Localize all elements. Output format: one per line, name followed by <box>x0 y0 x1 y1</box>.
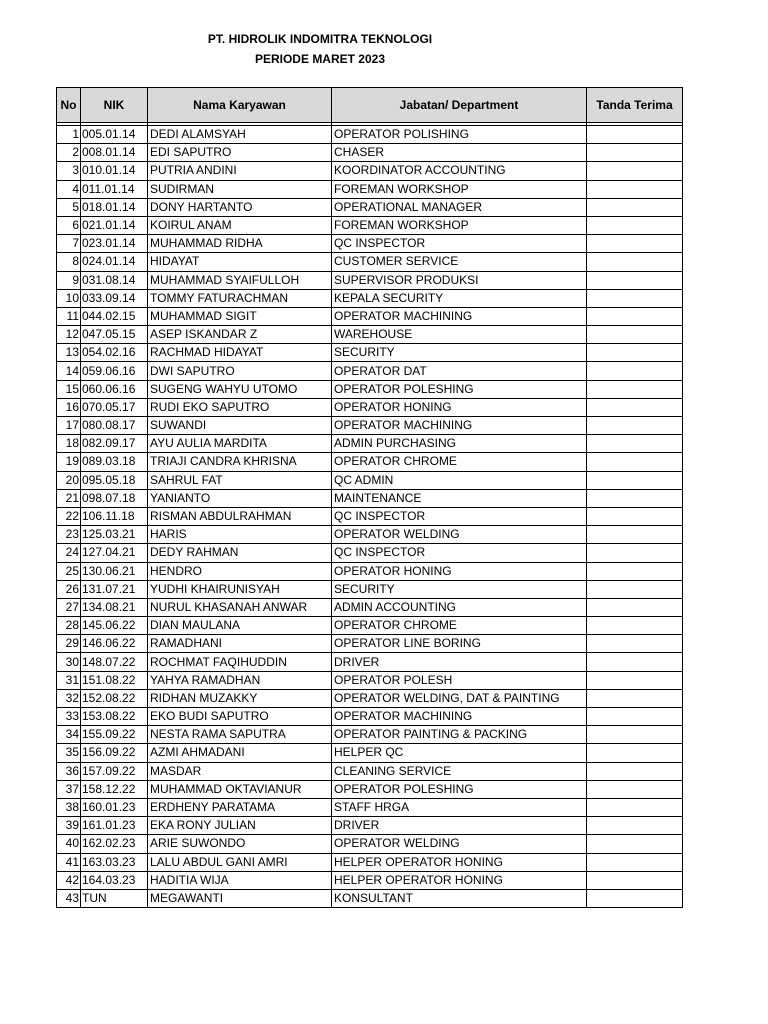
cell-name: SUWANDI <box>148 417 332 435</box>
cell-name: LALU ABDUL GANI AMRI <box>148 853 332 871</box>
cell-no: 26 <box>57 580 81 598</box>
cell-sign <box>587 762 683 780</box>
cell-sign <box>587 235 683 253</box>
table-row <box>57 653 683 671</box>
header-nik: NIK <box>81 88 148 123</box>
cell-nik: 059.06.16 <box>81 362 148 380</box>
cell-nik: 089.03.18 <box>81 453 148 471</box>
cell-nik: 160.01.23 <box>81 798 148 816</box>
cell-name: HARIS <box>148 526 332 544</box>
cell-job: HELPER QC <box>332 744 587 762</box>
cell-no: 21 <box>57 489 81 507</box>
cell-name: MASDAR <box>148 762 332 780</box>
table-row <box>57 198 683 216</box>
cell-sign <box>587 544 683 562</box>
cell-name: ASEP ISKANDAR Z <box>148 326 332 344</box>
cell-job: DRIVER <box>332 653 587 671</box>
cell-no: 29 <box>57 635 81 653</box>
cell-sign <box>587 289 683 307</box>
cell-no: 14 <box>57 362 81 380</box>
cell-name: AZMI AHMADANI <box>148 744 332 762</box>
table-row <box>57 417 683 435</box>
cell-nik: 157.09.22 <box>81 762 148 780</box>
table-row <box>57 435 683 453</box>
period-title: PERIODE MARET 2023 <box>254 52 386 66</box>
cell-name: PUTRIA ANDINI <box>148 162 332 180</box>
cell-sign <box>587 307 683 325</box>
cell-sign <box>587 653 683 671</box>
table-row <box>57 271 683 289</box>
cell-nik: 162.02.23 <box>81 835 148 853</box>
cell-no: 28 <box>57 617 81 635</box>
cell-name: MUHAMMAD OKTAVIANUR <box>148 780 332 798</box>
cell-nik: 158.12.22 <box>81 780 148 798</box>
cell-sign <box>587 126 683 144</box>
cell-nik: 163.03.23 <box>81 853 148 871</box>
table-header-row <box>57 88 683 123</box>
cell-job: KOORDINATOR ACCOUNTING <box>332 162 587 180</box>
table-row <box>57 762 683 780</box>
cell-sign <box>587 398 683 416</box>
cell-no: 34 <box>57 726 81 744</box>
cell-no: 16 <box>57 398 81 416</box>
cell-job: QC INSPECTOR <box>332 544 587 562</box>
cell-job: OPERATOR DAT <box>332 362 587 380</box>
cell-job: OPERATOR POLESH <box>332 671 587 689</box>
cell-no: 15 <box>57 380 81 398</box>
cell-no: 12 <box>57 326 81 344</box>
header-signature: Tanda Terima <box>587 88 683 123</box>
cell-no: 24 <box>57 544 81 562</box>
cell-job: WAREHOUSE <box>332 326 587 344</box>
cell-name: ERDHENY PARATAMA <box>148 798 332 816</box>
cell-nik: 155.09.22 <box>81 726 148 744</box>
table-row <box>57 326 683 344</box>
cell-nik: 044.02.15 <box>81 307 148 325</box>
cell-nik: 156.09.22 <box>81 744 148 762</box>
cell-no: 23 <box>57 526 81 544</box>
cell-nik: 080.08.17 <box>81 417 148 435</box>
table-row <box>57 398 683 416</box>
table-row <box>57 453 683 471</box>
cell-job: SECURITY <box>332 580 587 598</box>
cell-sign <box>587 798 683 816</box>
cell-job: KEPALA SECURITY <box>332 289 587 307</box>
cell-name: KOIRUL ANAM <box>148 216 332 234</box>
cell-name: EKA RONY JULIAN <box>148 817 332 835</box>
cell-nik: 161.01.23 <box>81 817 148 835</box>
cell-job: QC ADMIN <box>332 471 587 489</box>
cell-sign <box>587 871 683 889</box>
cell-name: AYU AULIA MARDITA <box>148 435 332 453</box>
table-row <box>57 671 683 689</box>
cell-job: OPERATOR POLESHING <box>332 780 587 798</box>
employee-table <box>56 87 683 908</box>
cell-job: DRIVER <box>332 817 587 835</box>
cell-sign <box>587 507 683 525</box>
cell-name: MUHAMMAD RIDHA <box>148 235 332 253</box>
cell-name: DEDY RAHMAN <box>148 544 332 562</box>
table-row <box>57 544 683 562</box>
cell-sign <box>587 617 683 635</box>
cell-name: DEDI ALAMSYAH <box>148 126 332 144</box>
table-row <box>57 871 683 889</box>
table-row <box>57 362 683 380</box>
cell-name: DWI SAPUTRO <box>148 362 332 380</box>
cell-job: OPERATOR WELDING <box>332 526 587 544</box>
cell-nik: 130.06.21 <box>81 562 148 580</box>
cell-job: OPERATOR MACHINING <box>332 307 587 325</box>
header-no: No <box>57 88 81 123</box>
cell-name: HENDRO <box>148 562 332 580</box>
cell-job: HELPER OPERATOR HONING <box>332 871 587 889</box>
cell-no: 6 <box>57 216 81 234</box>
cell-name: EDI SAPUTRO <box>148 144 332 162</box>
cell-sign <box>587 471 683 489</box>
table-row <box>57 507 683 525</box>
cell-nik: 131.07.21 <box>81 580 148 598</box>
cell-no: 25 <box>57 562 81 580</box>
cell-job: QC INSPECTOR <box>332 507 587 525</box>
cell-no: 37 <box>57 780 81 798</box>
cell-no: 11 <box>57 307 81 325</box>
cell-no: 41 <box>57 853 81 871</box>
cell-name: EKO BUDI SAPUTRO <box>148 708 332 726</box>
cell-sign <box>587 489 683 507</box>
cell-no: 3 <box>57 162 81 180</box>
cell-job: OPERATOR PAINTING & PACKING <box>332 726 587 744</box>
cell-name: SAHRUL FAT <box>148 471 332 489</box>
cell-job: OPERATIONAL MANAGER <box>332 198 587 216</box>
cell-nik: 127.04.21 <box>81 544 148 562</box>
cell-no: 1 <box>57 126 81 144</box>
cell-nik: 164.03.23 <box>81 871 148 889</box>
cell-name: DONY HARTANTO <box>148 198 332 216</box>
cell-no: 4 <box>57 180 81 198</box>
cell-sign <box>587 835 683 853</box>
cell-nik: 153.08.22 <box>81 708 148 726</box>
cell-name: TOMMY FATURACHMAN <box>148 289 332 307</box>
cell-name: ROCHMAT FAQIHUDDIN <box>148 653 332 671</box>
cell-name: MEGAWANTI <box>148 889 332 907</box>
cell-nik: 005.01.14 <box>81 126 148 144</box>
cell-sign <box>587 635 683 653</box>
cell-sign <box>587 435 683 453</box>
cell-no: 36 <box>57 762 81 780</box>
cell-job: SECURITY <box>332 344 587 362</box>
cell-name: RACHMAD HIDAYAT <box>148 344 332 362</box>
table-row <box>57 744 683 762</box>
cell-no: 9 <box>57 271 81 289</box>
cell-nik: 021.01.14 <box>81 216 148 234</box>
cell-nik: 023.01.14 <box>81 235 148 253</box>
cell-sign <box>587 326 683 344</box>
cell-job: SUPERVISOR PRODUKSI <box>332 271 587 289</box>
cell-name: HIDAYAT <box>148 253 332 271</box>
cell-job: OPERATOR POLESHING <box>332 380 587 398</box>
cell-sign <box>587 417 683 435</box>
cell-name: SUGENG WAHYU UTOMO <box>148 380 332 398</box>
cell-name: MUHAMMAD SIGIT <box>148 307 332 325</box>
cell-nik: 031.08.14 <box>81 271 148 289</box>
cell-name: HADITIA WIJA <box>148 871 332 889</box>
cell-job: OPERATOR HONING <box>332 398 587 416</box>
table-row <box>57 216 683 234</box>
cell-nik: 125.03.21 <box>81 526 148 544</box>
cell-nik: TUN <box>81 889 148 907</box>
table-row <box>57 126 683 144</box>
cell-name: RISMAN ABDULRAHMAN <box>148 507 332 525</box>
cell-no: 40 <box>57 835 81 853</box>
cell-nik: 146.06.22 <box>81 635 148 653</box>
cell-no: 5 <box>57 198 81 216</box>
table-row <box>57 798 683 816</box>
cell-name: NESTA RAMA SAPUTRA <box>148 726 332 744</box>
cell-sign <box>587 726 683 744</box>
cell-job: MAINTENANCE <box>332 489 587 507</box>
cell-no: 18 <box>57 435 81 453</box>
cell-sign <box>587 216 683 234</box>
table-body <box>57 126 683 908</box>
cell-sign <box>587 708 683 726</box>
cell-sign <box>587 162 683 180</box>
cell-no: 27 <box>57 598 81 616</box>
cell-name: YUDHI KHAIRUNISYAH <box>148 580 332 598</box>
cell-nik: 024.01.14 <box>81 253 148 271</box>
cell-nik: 060.06.16 <box>81 380 148 398</box>
cell-sign <box>587 380 683 398</box>
cell-nik: 054.02.16 <box>81 344 148 362</box>
cell-job: HELPER OPERATOR HONING <box>332 853 587 871</box>
cell-sign <box>587 889 683 907</box>
cell-no: 39 <box>57 817 81 835</box>
cell-no: 35 <box>57 744 81 762</box>
table-row <box>57 853 683 871</box>
cell-no: 10 <box>57 289 81 307</box>
table-row <box>57 253 683 271</box>
cell-no: 30 <box>57 653 81 671</box>
cell-nik: 011.01.14 <box>81 180 148 198</box>
table-row <box>57 780 683 798</box>
cell-no: 20 <box>57 471 81 489</box>
cell-name: ARIE SUWONDO <box>148 835 332 853</box>
cell-job: OPERATOR LINE BORING <box>332 635 587 653</box>
cell-job: OPERATOR MACHINING <box>332 708 587 726</box>
table-row <box>57 471 683 489</box>
table-row <box>57 180 683 198</box>
table-row <box>57 162 683 180</box>
cell-no: 19 <box>57 453 81 471</box>
cell-no: 8 <box>57 253 81 271</box>
cell-sign <box>587 526 683 544</box>
cell-nik: 047.05.15 <box>81 326 148 344</box>
cell-sign <box>587 671 683 689</box>
cell-name: TRIAJI CANDRA KHRISNA <box>148 453 332 471</box>
cell-name: DIAN MAULANA <box>148 617 332 635</box>
cell-job: FOREMAN WORKSHOP <box>332 216 587 234</box>
cell-nik: 095.05.18 <box>81 471 148 489</box>
cell-no: 22 <box>57 507 81 525</box>
cell-no: 31 <box>57 671 81 689</box>
table-row <box>57 708 683 726</box>
cell-job: CUSTOMER SERVICE <box>332 253 587 271</box>
table-row <box>57 889 683 907</box>
cell-nik: 151.08.22 <box>81 671 148 689</box>
cell-job: QC INSPECTOR <box>332 235 587 253</box>
cell-sign <box>587 580 683 598</box>
table-row <box>57 635 683 653</box>
cell-nik: 134.08.21 <box>81 598 148 616</box>
cell-no: 2 <box>57 144 81 162</box>
cell-name: YANIANTO <box>148 489 332 507</box>
cell-sign <box>587 344 683 362</box>
table-row <box>57 307 683 325</box>
cell-job: ADMIN PURCHASING <box>332 435 587 453</box>
table-row <box>57 726 683 744</box>
table-row <box>57 144 683 162</box>
cell-name: YAHYA RAMADHAN <box>148 671 332 689</box>
cell-job: STAFF HRGA <box>332 798 587 816</box>
table-row <box>57 580 683 598</box>
cell-sign <box>587 144 683 162</box>
cell-job: ADMIN ACCOUNTING <box>332 598 587 616</box>
cell-nik: 106.11.18 <box>81 507 148 525</box>
cell-job: CLEANING SERVICE <box>332 762 587 780</box>
table-row <box>57 489 683 507</box>
cell-no: 33 <box>57 708 81 726</box>
cell-nik: 145.06.22 <box>81 617 148 635</box>
cell-name: RAMADHANI <box>148 635 332 653</box>
cell-job: KONSULTANT <box>332 889 587 907</box>
cell-no: 43 <box>57 889 81 907</box>
cell-nik: 148.07.22 <box>81 653 148 671</box>
cell-nik: 070.05.17 <box>81 398 148 416</box>
cell-nik: 082.09.17 <box>81 435 148 453</box>
cell-sign <box>587 362 683 380</box>
cell-sign <box>587 453 683 471</box>
table-row <box>57 817 683 835</box>
table-row <box>57 617 683 635</box>
table-row <box>57 235 683 253</box>
cell-nik: 010.01.14 <box>81 162 148 180</box>
table-row <box>57 689 683 707</box>
cell-name: SUDIRMAN <box>148 180 332 198</box>
cell-nik: 152.08.22 <box>81 689 148 707</box>
cell-nik: 033.09.14 <box>81 289 148 307</box>
header-name: Nama Karyawan <box>148 88 332 123</box>
table-row <box>57 835 683 853</box>
cell-sign <box>587 689 683 707</box>
cell-job: OPERATOR WELDING <box>332 835 587 853</box>
cell-name: RIDHAN MUZAKKY <box>148 689 332 707</box>
cell-no: 42 <box>57 871 81 889</box>
cell-sign <box>587 853 683 871</box>
cell-job: FOREMAN WORKSHOP <box>332 180 587 198</box>
cell-no: 7 <box>57 235 81 253</box>
cell-job: CHASER <box>332 144 587 162</box>
table-row <box>57 526 683 544</box>
cell-job: OPERATOR MACHINING <box>332 417 587 435</box>
cell-no: 38 <box>57 798 81 816</box>
cell-sign <box>587 598 683 616</box>
cell-job: OPERATOR WELDING, DAT & PAINTING <box>332 689 587 707</box>
cell-no: 32 <box>57 689 81 707</box>
cell-nik: 008.01.14 <box>81 144 148 162</box>
cell-name: MUHAMMAD SYAIFULLOH <box>148 271 332 289</box>
cell-job: OPERATOR CHROME <box>332 453 587 471</box>
cell-sign <box>587 744 683 762</box>
table-row <box>57 598 683 616</box>
cell-sign <box>587 180 683 198</box>
cell-nik: 098.07.18 <box>81 489 148 507</box>
table-row <box>57 562 683 580</box>
cell-no: 17 <box>57 417 81 435</box>
cell-job: OPERATOR POLISHING <box>332 126 587 144</box>
cell-sign <box>587 562 683 580</box>
cell-sign <box>587 271 683 289</box>
cell-job: OPERATOR CHROME <box>332 617 587 635</box>
cell-sign <box>587 780 683 798</box>
cell-name: RUDI EKO SAPUTRO <box>148 398 332 416</box>
cell-name: NURUL KHASANAH ANWAR <box>148 598 332 616</box>
table-row <box>57 344 683 362</box>
cell-nik: 018.01.14 <box>81 198 148 216</box>
cell-sign <box>587 198 683 216</box>
table-row <box>57 380 683 398</box>
header-position: Jabatan/ Department <box>332 88 587 123</box>
cell-sign <box>587 817 683 835</box>
cell-job: OPERATOR HONING <box>332 562 587 580</box>
cell-sign <box>587 253 683 271</box>
cell-no: 13 <box>57 344 81 362</box>
company-title: PT. HIDROLIK INDOMITRA TEKNOLOGI <box>207 32 433 46</box>
table-row <box>57 289 683 307</box>
